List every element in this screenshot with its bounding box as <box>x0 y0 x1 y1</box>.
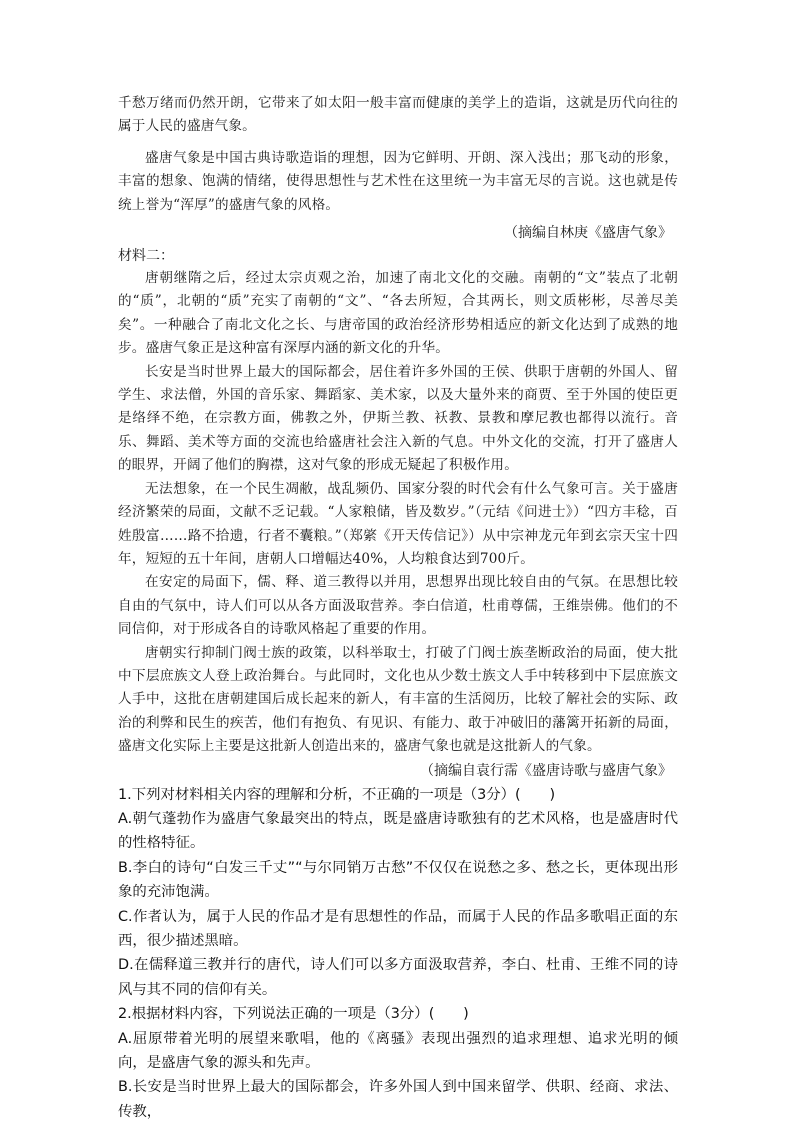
material-two-paragraph: 唐朝继隋之后，经过太宗贞观之治，加速了南北文化的交融。南朝的“文”装点了北朝的“质”，北朝的“质”充实了南朝的“文”、“各去所短，合其两长，则文质彬彬，尽善尽美矣”。一种融合了南北文化之长、与唐帝国的政治经济形势相适应的新文化达到了成熟的地步。盛唐气象正是这种富有深厚内涵的新文化的升华。 <box>118 270 678 357</box>
material-one-attribution: （摘编自林庚《盛唐气象》 <box>504 225 672 242</box>
question-option-b[interactable]: B.李白的诗句“白发三千丈”“与尔同销万古愁”不仅仅在说愁之多、愁之长，更体现出形象的充沛饱满。 <box>118 859 678 901</box>
material-two-attribution: （摘编自袁行霈《盛唐诗歌与盛唐气象》 <box>420 762 672 779</box>
question-option-a[interactable]: A.屈原带着光明的展望来歌唱，他的《离骚》表现出强烈的追求理想、追求光明的倾向，是盛唐气象的源头和先声。 <box>118 1030 678 1072</box>
document-page <box>118 92 678 1124</box>
question-option-d[interactable]: D.在儒释道三教并行的唐代，诗人们可以多方面汲取营养，李白、杜甫、王维不同的诗风与其不同的信仰有关。 <box>118 957 678 998</box>
question-1 <box>118 783 678 1003</box>
question-option-a[interactable]: A.朝气蓬勃作为盛唐气象最突出的特点，既是盛唐诗歌独有的艺术风格，也是盛唐时代的性格特征。 <box>118 810 678 852</box>
question-2 <box>118 1002 678 1124</box>
question-option-b[interactable]: B.长安是当时世界上最大的国际都会，许多外国人到中国来留学、供职、经商、求法、传教， <box>118 1079 678 1120</box>
question-option-c[interactable]: C.作者认为，属于人民的作品才是有思想性的作品，而属于人民的作品多歌唱正面的东西，很少描述黑暗。 <box>118 908 678 949</box>
material-two-paragraph: 无法想象，在一个民生凋敝，战乱频仍、国家分裂的时代会有什么气象可言。关于盛唐经济繁荣的局面，文献不乏记载。“人家粮储，皆及数岁。”（元结《问进士》）“四方丰稔，百姓殷富……路不拾遗，行者不囊粮。”（郑綮《开天传信记》）从中宗神龙元年到玄宗天宝十四年，短短的五十年间，唐朝人口增幅达40%，人均粮食达到700斤。 <box>118 480 678 567</box>
material-two-paragraph: 在安定的局面下，儒、释、道三教得以并用，思想界出现比较自由的气氛。在思想比较自由的气氛中，诗人们可以从各方面汲取营养。李白信道，杜甫尊儒，王维崇佛。他们的不同信仰，对于形成各自的诗歌风格起了重要的作用。 <box>118 574 678 638</box>
material-one <box>118 92 678 245</box>
material-two-paragraph: 长安是当时世界上最大的国际都会，居住着许多外国的王侯、供职于唐朝的外国人、留学生、求法僧，外国的音乐家、舞蹈家、美术家，以及大量外来的商贾、至于外国的使臣更是络绎不绝，在宗教方面，佛教之外，伊斯兰教、袄教、景教和摩尼教也都得以流行。音乐、舞蹈、美术等方面的交流也给盛唐社会注入新的气息。中外文化的交流，打开了盛唐人的眼界，开阔了他们的胸襟，这对气象的形成无疑起了积极作用。 <box>118 363 678 474</box>
material-two-heading: 材料二： <box>118 248 174 265</box>
question-stem: 2.根据材料内容，下列说法正确的一项是（3分）( ) <box>118 1006 469 1023</box>
questions-section <box>118 783 678 1124</box>
material-one-paragraph: 千愁万绪而仍然开朗，它带来了如太阳一般丰富而健康的美学上的造诣，这就是历代向往的属于人民的盛唐气象。 <box>118 95 678 135</box>
material-two-paragraph: 唐朝实行抑制门阀士族的政策，以科举取士，打破了门阀士族垄断政治的局面，使大批中下层庶族文人登上政治舞台。与此同时，文化也从少数士族文人手中转移到中下层庶族文人手中，这批在唐朝建国后成长起来的新人，有丰富的生活阅历，比较了解社会的实际、政治的利弊和民生的疾苦，他们有抱负、有见识、有能力、敢于冲破旧的藩篱开拓新的局面，盛唐文化实际上主要是这批新人创造出来的，盛唐气象也就是这批新人的气象。 <box>118 644 678 755</box>
material-one-paragraph: 盛唐气象是中国古典诗歌造诣的理想，因为它鲜明、开朗、深入浅出；那飞动的形象，丰富的想象、饱满的情绪，使得思想性与艺术性在这里统一为丰富无尽的言说。这也就是传统上誉为“浑厚”的盛唐气象的风格。 <box>118 149 678 213</box>
material-two <box>118 245 678 783</box>
question-stem: 1.下列对材料相关内容的理解和分析，不正确的一项是（3分）( ) <box>118 786 556 803</box>
